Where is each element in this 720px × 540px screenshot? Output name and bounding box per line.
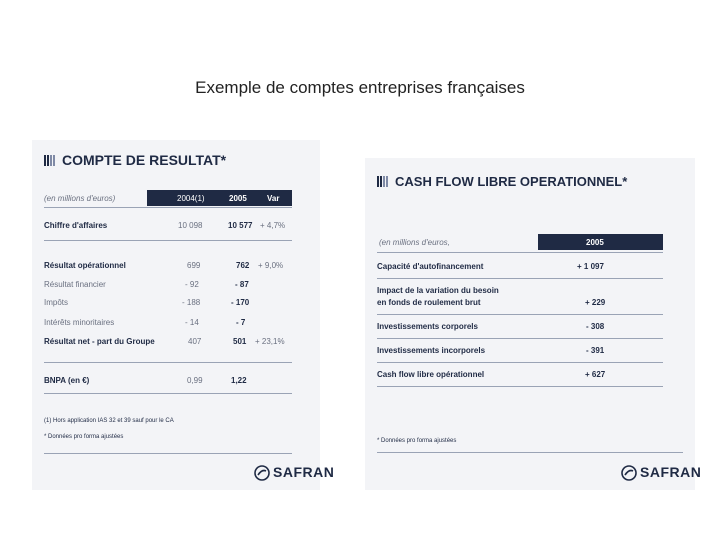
divider: [377, 452, 683, 453]
divider: [44, 240, 292, 241]
row-label: Capacité d'autofinancement: [377, 262, 484, 271]
row-2005: + 627: [585, 370, 606, 379]
cash-flow-title-text: CASH FLOW LIBRE OPERATIONNEL*: [395, 174, 628, 189]
footnote: * Données pro forma ajustées: [377, 438, 457, 444]
divider: [377, 362, 663, 363]
safran-logo-text: SAFRAN: [273, 464, 335, 480]
row-2004: 407: [188, 337, 202, 346]
footnote-2: * Données pro forma ajustées: [44, 434, 124, 440]
income-statement-panel: [32, 140, 335, 490]
divider: [377, 338, 663, 339]
row-2004: 699: [187, 261, 201, 270]
col-2005-header: 2005: [586, 238, 604, 247]
cash-flow-panel: [365, 158, 702, 490]
divider: [377, 278, 663, 279]
table-header-bar: [147, 190, 292, 206]
unit-label: (en millions d'euros,: [379, 238, 450, 247]
row-2005: - 308: [586, 322, 605, 331]
row-2004: 0,99: [187, 376, 203, 385]
row-label: BNPA (en €): [44, 376, 90, 385]
table-header-bar: [538, 234, 663, 250]
row-2005: - 87: [235, 280, 249, 289]
row-2005: + 1 097: [577, 262, 604, 271]
col-2005-header: 2005: [229, 194, 247, 203]
safran-logo: [621, 464, 701, 481]
row-2005: + 229: [585, 298, 606, 307]
row-label-line2: en fonds de roulement brut: [377, 298, 481, 307]
row-label: Impact de la variation du besoin: [377, 286, 499, 295]
slide-title: Exemple de comptes entreprises françaises: [195, 78, 525, 97]
divider: [377, 386, 663, 387]
row-2005: - 7: [236, 318, 246, 327]
row-label: Intérêts minoritaires: [44, 318, 115, 327]
safran-logo-icon: [621, 465, 637, 481]
row-label: Investissements corporels: [377, 322, 478, 331]
row-label: Résultat financier: [44, 280, 106, 289]
row-2005: 501: [233, 337, 247, 346]
divider: [377, 252, 663, 253]
divider: [44, 362, 292, 363]
col-var-header: Var: [267, 194, 280, 203]
row-2005: - 170: [231, 298, 250, 307]
unit-label: (en millions d'euros): [44, 194, 116, 203]
row-label: Résultat net - part du Groupe: [44, 337, 155, 346]
row-2005: 762: [236, 261, 250, 270]
safran-logo-icon: [254, 465, 270, 481]
row-var: + 23,1%: [255, 337, 285, 346]
divider: [44, 453, 292, 454]
cash-flow-title: [377, 174, 627, 190]
title-bars-icon: [44, 153, 56, 169]
row-2004: - 14: [185, 318, 199, 327]
row-2004: - 92: [185, 280, 199, 289]
safran-logo-text: SAFRAN: [640, 464, 702, 480]
row-2005: - 391: [586, 346, 605, 355]
row-var: + 4,7%: [260, 221, 286, 230]
row-label: Impôts: [44, 298, 69, 307]
row-var: + 9,0%: [258, 261, 284, 270]
row-2005: 1,22: [231, 376, 247, 385]
title-bars-icon: [377, 175, 389, 190]
income-statement-title-text: COMPTE DE RESULTAT*: [62, 152, 227, 168]
safran-logo: [254, 464, 334, 481]
row-2005: 10 577: [228, 221, 253, 230]
row-label: Résultat opérationnel: [44, 261, 126, 270]
income-statement-title: [44, 152, 226, 169]
row-label: Cash flow libre opérationnel: [377, 370, 485, 379]
col-2004-header: 2004(1): [177, 194, 205, 203]
row-label: Chiffre d'affaires: [44, 221, 108, 230]
divider: [44, 393, 292, 394]
row-label: Investissements incorporels: [377, 346, 486, 355]
divider: [377, 314, 663, 315]
row-2004: 10 098: [178, 221, 203, 230]
footnote-1: (1) Hors application IAS 32 et 39 sauf pour le CA: [44, 418, 174, 424]
divider: [44, 207, 292, 208]
row-2004: - 188: [182, 298, 201, 307]
